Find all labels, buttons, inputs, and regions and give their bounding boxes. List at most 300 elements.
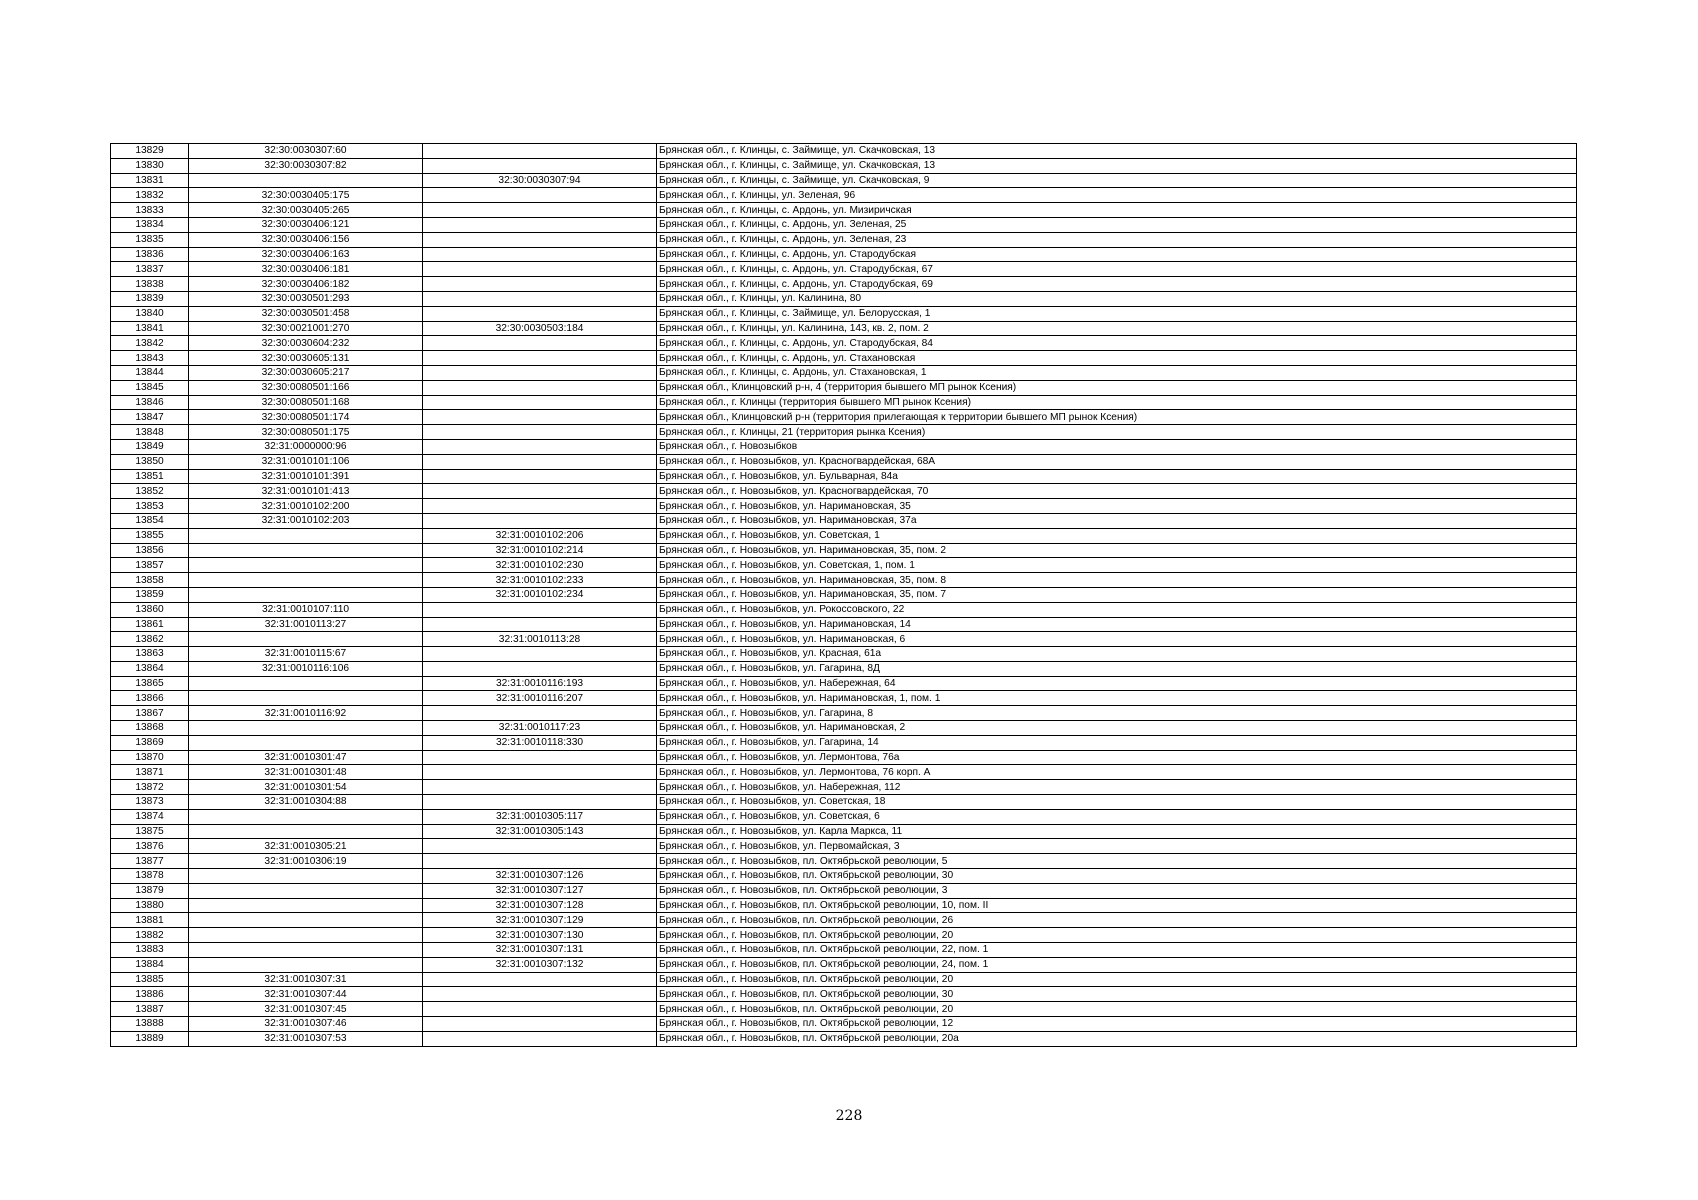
related-cadastral-number-cell — [423, 277, 657, 292]
cadastral-number-cell: 32:30:0030406:121 — [189, 217, 423, 232]
table-row — [111, 247, 1577, 262]
related-cadastral-number-cell: 32:31:0010117:23 — [423, 721, 657, 736]
row-number-cell: 13859 — [111, 587, 189, 602]
cadastral-number-cell — [189, 691, 423, 706]
row-number-cell: 13841 — [111, 321, 189, 336]
cadastral-number-cell: 32:30:0030605:217 — [189, 365, 423, 380]
cadastral-number-cell: 32:30:0030307:82 — [189, 158, 423, 173]
address-cell: Брянская обл., г. Новозыбков, ул. Советская, 1 — [657, 528, 1577, 543]
cadastral-number-cell: 32:31:0010301:48 — [189, 765, 423, 780]
address-cell: Брянская обл., г. Клинцы, ул. Калинина, 80 — [657, 291, 1577, 306]
related-cadastral-number-cell — [423, 410, 657, 425]
row-number-cell: 13855 — [111, 528, 189, 543]
row-number-cell: 13875 — [111, 824, 189, 839]
table-row — [111, 173, 1577, 188]
cadastral-number-cell: 32:30:0080501:168 — [189, 395, 423, 410]
cadastral-number-cell: 32:31:0010116:92 — [189, 706, 423, 721]
cadastral-number-cell: 32:31:0010101:391 — [189, 469, 423, 484]
address-cell: Брянская обл., г. Клинцы, с. Ардонь, ул. Стародубская, 84 — [657, 336, 1577, 351]
related-cadastral-number-cell — [423, 469, 657, 484]
cadastral-number-cell: 32:31:0010107:110 — [189, 602, 423, 617]
cadastral-number-cell: 32:31:0000000:96 — [189, 439, 423, 454]
cadastral-number-cell — [189, 928, 423, 943]
address-cell: Брянская обл., г. Клинцы, ул. Калинина, 143, кв. 2, пом. 2 — [657, 321, 1577, 336]
cadastral-number-cell: 32:31:0010116:106 — [189, 661, 423, 676]
address-cell: Брянская обл., г. Новозыбков, ул. Карла Маркса, 11 — [657, 824, 1577, 839]
address-cell: Брянская обл., г. Новозыбков, ул. Набережная, 64 — [657, 676, 1577, 691]
address-cell: Брянская обл., г. Новозыбков, ул. Красногвардейская, 68А — [657, 454, 1577, 469]
related-cadastral-number-cell — [423, 144, 657, 159]
row-number-cell: 13878 — [111, 869, 189, 884]
table-row — [111, 706, 1577, 721]
related-cadastral-number-cell — [423, 336, 657, 351]
cadastral-number-cell: 32:30:0030405:175 — [189, 188, 423, 203]
table-row — [111, 528, 1577, 543]
cadastral-number-cell: 32:30:0030406:181 — [189, 262, 423, 277]
address-cell: Брянская обл., г. Новозыбков, ул. Красная, 61а — [657, 647, 1577, 662]
related-cadastral-number-cell — [423, 425, 657, 440]
address-cell: Брянская обл., Клинцовский р-н, 4 (территория бывшего МП рынок Ксения) — [657, 380, 1577, 395]
related-cadastral-number-cell: 32:31:0010305:143 — [423, 824, 657, 839]
related-cadastral-number-cell — [423, 661, 657, 676]
table-row — [111, 972, 1577, 987]
cadastral-number-cell — [189, 824, 423, 839]
cadastral-number-cell: 32:31:0010102:200 — [189, 499, 423, 514]
row-number-cell: 13840 — [111, 306, 189, 321]
address-cell: Брянская обл., г. Новозыбков, ул. Первомайская, 3 — [657, 839, 1577, 854]
row-number-cell: 13873 — [111, 795, 189, 810]
address-cell: Брянская обл., г. Новозыбков, пл. Октябрьской революции, 20а — [657, 1031, 1577, 1046]
cadastral-number-cell: 32:31:0010307:45 — [189, 1002, 423, 1017]
row-number-cell: 13833 — [111, 203, 189, 218]
table-row — [111, 277, 1577, 292]
address-cell: Брянская обл., г. Клинцы, с. Ардонь, ул. Стахановская, 1 — [657, 365, 1577, 380]
row-number-cell: 13865 — [111, 676, 189, 691]
row-number-cell: 13867 — [111, 706, 189, 721]
row-number-cell: 13872 — [111, 780, 189, 795]
address-cell: Брянская обл., г. Новозыбков, пл. Октябрьской революции, 10, пом. II — [657, 898, 1577, 913]
row-number-cell: 13880 — [111, 898, 189, 913]
cadastral-number-cell — [189, 869, 423, 884]
related-cadastral-number-cell — [423, 306, 657, 321]
row-number-cell: 13842 — [111, 336, 189, 351]
cadastral-number-cell: 32:30:0030501:458 — [189, 306, 423, 321]
address-cell: Брянская обл., г. Новозыбков, пл. Октябрьской революции, 22, пом. 1 — [657, 943, 1577, 958]
address-cell: Брянская обл., г. Новозыбков, ул. Лермонтова, 76а — [657, 750, 1577, 765]
cadastral-number-cell: 32:30:0030501:293 — [189, 291, 423, 306]
related-cadastral-number-cell — [423, 188, 657, 203]
related-cadastral-number-cell — [423, 1017, 657, 1032]
address-cell: Брянская обл., г. Клинцы, с. Ардонь, ул. Зеленая, 23 — [657, 232, 1577, 247]
cadastral-number-cell: 32:30:0021001:270 — [189, 321, 423, 336]
table-row — [111, 869, 1577, 884]
related-cadastral-number-cell — [423, 839, 657, 854]
related-cadastral-number-cell: 32:31:0010102:234 — [423, 587, 657, 602]
related-cadastral-number-cell: 32:31:0010102:214 — [423, 543, 657, 558]
related-cadastral-number-cell — [423, 217, 657, 232]
table-row — [111, 943, 1577, 958]
row-number-cell: 13829 — [111, 144, 189, 159]
table-row — [111, 232, 1577, 247]
address-cell: Брянская обл., г. Новозыбков — [657, 439, 1577, 454]
address-cell: Брянская обл., г. Новозыбков, пл. Октябрьской революции, 20 — [657, 928, 1577, 943]
row-number-cell: 13866 — [111, 691, 189, 706]
cadastral-number-cell — [189, 957, 423, 972]
related-cadastral-number-cell — [423, 247, 657, 262]
address-cell: Брянская обл., г. Новозыбков, ул. Наримановская, 35 — [657, 499, 1577, 514]
cadastral-number-cell: 32:31:0010102:203 — [189, 513, 423, 528]
row-number-cell: 13887 — [111, 1002, 189, 1017]
address-cell: Брянская обл., г. Новозыбков, ул. Набережная, 112 — [657, 780, 1577, 795]
address-cell: Брянская обл., г. Новозыбков, пл. Октябрьской революции, 20 — [657, 972, 1577, 987]
cadastral-number-cell: 32:31:0010306:19 — [189, 854, 423, 869]
related-cadastral-number-cell — [423, 291, 657, 306]
related-cadastral-number-cell — [423, 232, 657, 247]
table-row — [111, 351, 1577, 366]
table-row — [111, 957, 1577, 972]
cadastral-number-cell: 32:31:0010305:21 — [189, 839, 423, 854]
table-row — [111, 795, 1577, 810]
table-row — [111, 380, 1577, 395]
cadastral-number-cell: 32:30:0030307:60 — [189, 144, 423, 159]
address-cell: Брянская обл., Клинцовский р-н (территория прилегающая к территории бывшего МП рынок Ксения) — [657, 410, 1577, 425]
table-row — [111, 1002, 1577, 1017]
related-cadastral-number-cell: 32:31:0010116:193 — [423, 676, 657, 691]
row-number-cell: 13846 — [111, 395, 189, 410]
address-cell: Брянская обл., г. Клинцы, с. Ардонь, ул. Стародубская — [657, 247, 1577, 262]
cadastral-number-cell — [189, 943, 423, 958]
address-cell: Брянская обл., г. Новозыбков, ул. Красногвардейская, 70 — [657, 484, 1577, 499]
table-row — [111, 824, 1577, 839]
row-number-cell: 13837 — [111, 262, 189, 277]
related-cadastral-number-cell — [423, 780, 657, 795]
table-row — [111, 365, 1577, 380]
related-cadastral-number-cell — [423, 750, 657, 765]
related-cadastral-number-cell — [423, 262, 657, 277]
address-cell: Брянская обл., г. Новозыбков, ул. Бульварная, 84а — [657, 469, 1577, 484]
row-number-cell: 13836 — [111, 247, 189, 262]
address-cell: Брянская обл., г. Новозыбков, ул. Советская, 6 — [657, 809, 1577, 824]
row-number-cell: 13838 — [111, 277, 189, 292]
related-cadastral-number-cell — [423, 439, 657, 454]
row-number-cell: 13832 — [111, 188, 189, 203]
cadastral-number-cell — [189, 573, 423, 588]
related-cadastral-number-cell: 32:30:0030307:94 — [423, 173, 657, 188]
related-cadastral-number-cell — [423, 1031, 657, 1046]
address-cell: Брянская обл., г. Клинцы, ул. Зеленая, 96 — [657, 188, 1577, 203]
table-row — [111, 735, 1577, 750]
address-cell: Брянская обл., г. Новозыбков, ул. Наримановская, 37а — [657, 513, 1577, 528]
row-number-cell: 13886 — [111, 987, 189, 1002]
table-row — [111, 158, 1577, 173]
address-cell: Брянская обл., г. Новозыбков, пл. Октябрьской революции, 30 — [657, 987, 1577, 1002]
address-cell: Брянская обл., г. Новозыбков, пл. Октябрьской революции, 20 — [657, 1002, 1577, 1017]
address-cell: Брянская обл., г. Клинцы (территория бывшего МП рынок Ксения) — [657, 395, 1577, 410]
table-row — [111, 513, 1577, 528]
address-cell: Брянская обл., г. Клинцы, с. Займище, ул. Белорусская, 1 — [657, 306, 1577, 321]
table-row — [111, 854, 1577, 869]
page-number: 228 — [835, 1108, 863, 1124]
address-cell: Брянская обл., г. Новозыбков, ул. Рокоссовского, 22 — [657, 602, 1577, 617]
cadastral-number-cell — [189, 735, 423, 750]
cadastral-number-cell: 32:30:0080501:175 — [189, 425, 423, 440]
row-number-cell: 13879 — [111, 883, 189, 898]
related-cadastral-number-cell — [423, 454, 657, 469]
address-cell: Брянская обл., г. Новозыбков, ул. Наримановская, 35, пом. 2 — [657, 543, 1577, 558]
cadastral-number-cell — [189, 632, 423, 647]
table-row — [111, 558, 1577, 573]
cadastral-number-cell: 32:31:0010307:53 — [189, 1031, 423, 1046]
related-cadastral-number-cell — [423, 972, 657, 987]
address-cell: Брянская обл., г. Новозыбков, пл. Октябрьской революции, 3 — [657, 883, 1577, 898]
row-number-cell: 13845 — [111, 380, 189, 395]
cadastral-number-cell: 32:31:0010304:88 — [189, 795, 423, 810]
related-cadastral-number-cell — [423, 395, 657, 410]
row-number-cell: 13856 — [111, 543, 189, 558]
row-number-cell: 13853 — [111, 499, 189, 514]
address-cell: Брянская обл., г. Новозыбков, ул. Лермонтова, 76 корп. А — [657, 765, 1577, 780]
related-cadastral-number-cell — [423, 706, 657, 721]
address-cell: Брянская обл., г. Новозыбков, ул. Гагарина, 8 — [657, 706, 1577, 721]
cadastral-number-cell — [189, 913, 423, 928]
registry-table-body — [111, 144, 1577, 1047]
row-number-cell: 13843 — [111, 351, 189, 366]
row-number-cell: 13834 — [111, 217, 189, 232]
cadastral-number-cell — [189, 721, 423, 736]
table-row — [111, 780, 1577, 795]
row-number-cell: 13830 — [111, 158, 189, 173]
related-cadastral-number-cell — [423, 351, 657, 366]
address-cell: Брянская обл., г. Новозыбков, пл. Октябрьской революции, 5 — [657, 854, 1577, 869]
table-row — [111, 188, 1577, 203]
table-row — [111, 454, 1577, 469]
related-cadastral-number-cell — [423, 158, 657, 173]
table-row — [111, 203, 1577, 218]
cadastral-number-cell: 32:31:0010101:413 — [189, 484, 423, 499]
address-cell: Брянская обл., г. Клинцы, 21 (территория рынка Ксения) — [657, 425, 1577, 440]
cadastral-number-cell: 32:31:0010101:106 — [189, 454, 423, 469]
row-number-cell: 13871 — [111, 765, 189, 780]
cadastral-number-cell — [189, 898, 423, 913]
related-cadastral-number-cell — [423, 499, 657, 514]
related-cadastral-number-cell — [423, 365, 657, 380]
address-cell: Брянская обл., г. Клинцы, с. Займище, ул. Скачковская, 9 — [657, 173, 1577, 188]
cadastral-number-cell — [189, 883, 423, 898]
row-number-cell: 13888 — [111, 1017, 189, 1032]
cadastral-number-cell — [189, 558, 423, 573]
related-cadastral-number-cell — [423, 1002, 657, 1017]
table-row — [111, 321, 1577, 336]
table-row — [111, 336, 1577, 351]
row-number-cell: 13868 — [111, 721, 189, 736]
address-cell: Брянская обл., г. Новозыбков, ул. Советская, 18 — [657, 795, 1577, 810]
row-number-cell: 13847 — [111, 410, 189, 425]
related-cadastral-number-cell — [423, 602, 657, 617]
row-number-cell: 13839 — [111, 291, 189, 306]
row-number-cell: 13881 — [111, 913, 189, 928]
table-row — [111, 1017, 1577, 1032]
row-number-cell: 13861 — [111, 617, 189, 632]
address-cell: Брянская обл., г. Новозыбков, пл. Октябрьской революции, 30 — [657, 869, 1577, 884]
address-cell: Брянская обл., г. Новозыбков, ул. Наримановская, 2 — [657, 721, 1577, 736]
related-cadastral-number-cell: 32:31:0010307:127 — [423, 883, 657, 898]
related-cadastral-number-cell — [423, 765, 657, 780]
table-row — [111, 721, 1577, 736]
row-number-cell: 13835 — [111, 232, 189, 247]
related-cadastral-number-cell — [423, 203, 657, 218]
related-cadastral-number-cell: 32:31:0010102:233 — [423, 573, 657, 588]
table-row — [111, 410, 1577, 425]
address-cell: Брянская обл., г. Клинцы, с. Ардонь, ул. Стародубская, 69 — [657, 277, 1577, 292]
table-row — [111, 395, 1577, 410]
related-cadastral-number-cell: 32:31:0010116:207 — [423, 691, 657, 706]
address-cell: Брянская обл., г. Новозыбков, ул. Наримановская, 14 — [657, 617, 1577, 632]
related-cadastral-number-cell: 32:31:0010307:131 — [423, 943, 657, 958]
cadastral-number-cell — [189, 173, 423, 188]
row-number-cell: 13844 — [111, 365, 189, 380]
row-number-cell: 13884 — [111, 957, 189, 972]
cadastral-number-cell: 32:31:0010307:44 — [189, 987, 423, 1002]
address-cell: Брянская обл., г. Новозыбков, ул. Советская, 1, пом. 1 — [657, 558, 1577, 573]
table-row — [111, 676, 1577, 691]
address-cell: Брянская обл., г. Новозыбков, ул. Гагарина, 8Д — [657, 661, 1577, 676]
table-row — [111, 632, 1577, 647]
related-cadastral-number-cell: 32:31:0010113:28 — [423, 632, 657, 647]
row-number-cell: 13883 — [111, 943, 189, 958]
table-row — [111, 144, 1577, 159]
row-number-cell: 13870 — [111, 750, 189, 765]
row-number-cell: 13882 — [111, 928, 189, 943]
cadastral-number-cell: 32:30:0030604:232 — [189, 336, 423, 351]
related-cadastral-number-cell: 32:31:0010307:128 — [423, 898, 657, 913]
row-number-cell: 13858 — [111, 573, 189, 588]
row-number-cell: 13857 — [111, 558, 189, 573]
table-row — [111, 262, 1577, 277]
related-cadastral-number-cell: 32:30:0030503:184 — [423, 321, 657, 336]
cadastral-number-cell: 32:31:0010301:47 — [189, 750, 423, 765]
row-number-cell: 13849 — [111, 439, 189, 454]
related-cadastral-number-cell: 32:31:0010307:129 — [423, 913, 657, 928]
table-row — [111, 750, 1577, 765]
table-row — [111, 987, 1577, 1002]
cadastral-number-cell: 32:30:0030406:182 — [189, 277, 423, 292]
row-number-cell: 13850 — [111, 454, 189, 469]
cadastral-number-cell: 32:31:0010301:54 — [189, 780, 423, 795]
related-cadastral-number-cell — [423, 513, 657, 528]
related-cadastral-number-cell — [423, 617, 657, 632]
row-number-cell: 13831 — [111, 173, 189, 188]
address-cell: Брянская обл., г. Клинцы, с. Ардонь, ул. Стахановская — [657, 351, 1577, 366]
row-number-cell: 13863 — [111, 647, 189, 662]
row-number-cell: 13860 — [111, 602, 189, 617]
address-cell: Брянская обл., г. Клинцы, с. Ардонь, ул. Зеленая, 25 — [657, 217, 1577, 232]
cadastral-number-cell: 32:30:0080501:166 — [189, 380, 423, 395]
cadastral-number-cell: 32:30:0030406:163 — [189, 247, 423, 262]
cadastral-number-cell: 32:31:0010115:67 — [189, 647, 423, 662]
row-number-cell: 13885 — [111, 972, 189, 987]
row-number-cell: 13876 — [111, 839, 189, 854]
row-number-cell: 13854 — [111, 513, 189, 528]
cadastral-number-cell: 32:31:0010307:31 — [189, 972, 423, 987]
table-row — [111, 439, 1577, 454]
cadastral-number-cell: 32:30:0030405:265 — [189, 203, 423, 218]
address-cell: Брянская обл., г. Клинцы, с. Ардонь, ул. Стародубская, 67 — [657, 262, 1577, 277]
address-cell: Брянская обл., г. Клинцы, с. Займище, ул. Скачковская, 13 — [657, 144, 1577, 159]
related-cadastral-number-cell — [423, 380, 657, 395]
table-row — [111, 928, 1577, 943]
cadastral-number-cell — [189, 543, 423, 558]
row-number-cell: 13851 — [111, 469, 189, 484]
related-cadastral-number-cell: 32:31:0010118:330 — [423, 735, 657, 750]
table-row — [111, 291, 1577, 306]
related-cadastral-number-cell — [423, 854, 657, 869]
address-cell: Брянская обл., г. Клинцы, с. Займище, ул. Скачковская, 13 — [657, 158, 1577, 173]
related-cadastral-number-cell: 32:31:0010307:126 — [423, 869, 657, 884]
cadastral-number-cell: 32:30:0030406:156 — [189, 232, 423, 247]
table-row — [111, 883, 1577, 898]
cadastral-number-cell — [189, 587, 423, 602]
address-cell: Брянская обл., г. Новозыбков, пл. Октябрьской революции, 24, пом. 1 — [657, 957, 1577, 972]
related-cadastral-number-cell: 32:31:0010307:130 — [423, 928, 657, 943]
table-row — [111, 484, 1577, 499]
table-row — [111, 809, 1577, 824]
cadastral-number-cell — [189, 528, 423, 543]
address-cell: Брянская обл., г. Клинцы, с. Ардонь, ул. Мизиричская — [657, 203, 1577, 218]
related-cadastral-number-cell: 32:31:0010307:132 — [423, 957, 657, 972]
table-row — [111, 469, 1577, 484]
table-row — [111, 587, 1577, 602]
table-row — [111, 661, 1577, 676]
row-number-cell: 13877 — [111, 854, 189, 869]
row-number-cell: 13852 — [111, 484, 189, 499]
table-row — [111, 913, 1577, 928]
registry-table — [110, 143, 1577, 1047]
table-row — [111, 898, 1577, 913]
related-cadastral-number-cell: 32:31:0010305:117 — [423, 809, 657, 824]
address-cell: Брянская обл., г. Новозыбков, ул. Наримановская, 35, пом. 8 — [657, 573, 1577, 588]
related-cadastral-number-cell — [423, 987, 657, 1002]
cadastral-number-cell: 32:30:0080501:174 — [189, 410, 423, 425]
cadastral-number-cell — [189, 676, 423, 691]
table-row — [111, 617, 1577, 632]
address-cell: Брянская обл., г. Новозыбков, ул. Наримановская, 6 — [657, 632, 1577, 647]
table-row — [111, 602, 1577, 617]
related-cadastral-number-cell — [423, 647, 657, 662]
table-row — [111, 691, 1577, 706]
cadastral-number-cell — [189, 809, 423, 824]
row-number-cell: 13864 — [111, 661, 189, 676]
table-row — [111, 765, 1577, 780]
address-cell: Брянская обл., г. Новозыбков, пл. Октябрьской революции, 12 — [657, 1017, 1577, 1032]
address-cell: Брянская обл., г. Новозыбков, ул. Наримановская, 1, пом. 1 — [657, 691, 1577, 706]
row-number-cell: 13874 — [111, 809, 189, 824]
row-number-cell: 13869 — [111, 735, 189, 750]
cadastral-number-cell: 32:31:0010307:46 — [189, 1017, 423, 1032]
address-cell: Брянская обл., г. Новозыбков, пл. Октябрьской революции, 26 — [657, 913, 1577, 928]
table-row — [111, 217, 1577, 232]
address-cell: Брянская обл., г. Новозыбков, ул. Гагарина, 14 — [657, 735, 1577, 750]
table-row — [111, 306, 1577, 321]
row-number-cell: 13848 — [111, 425, 189, 440]
table-row — [111, 543, 1577, 558]
table-row — [111, 573, 1577, 588]
row-number-cell: 13889 — [111, 1031, 189, 1046]
related-cadastral-number-cell — [423, 484, 657, 499]
related-cadastral-number-cell: 32:31:0010102:230 — [423, 558, 657, 573]
cadastral-number-cell: 32:30:0030605:131 — [189, 351, 423, 366]
table-row — [111, 839, 1577, 854]
table-row — [111, 499, 1577, 514]
